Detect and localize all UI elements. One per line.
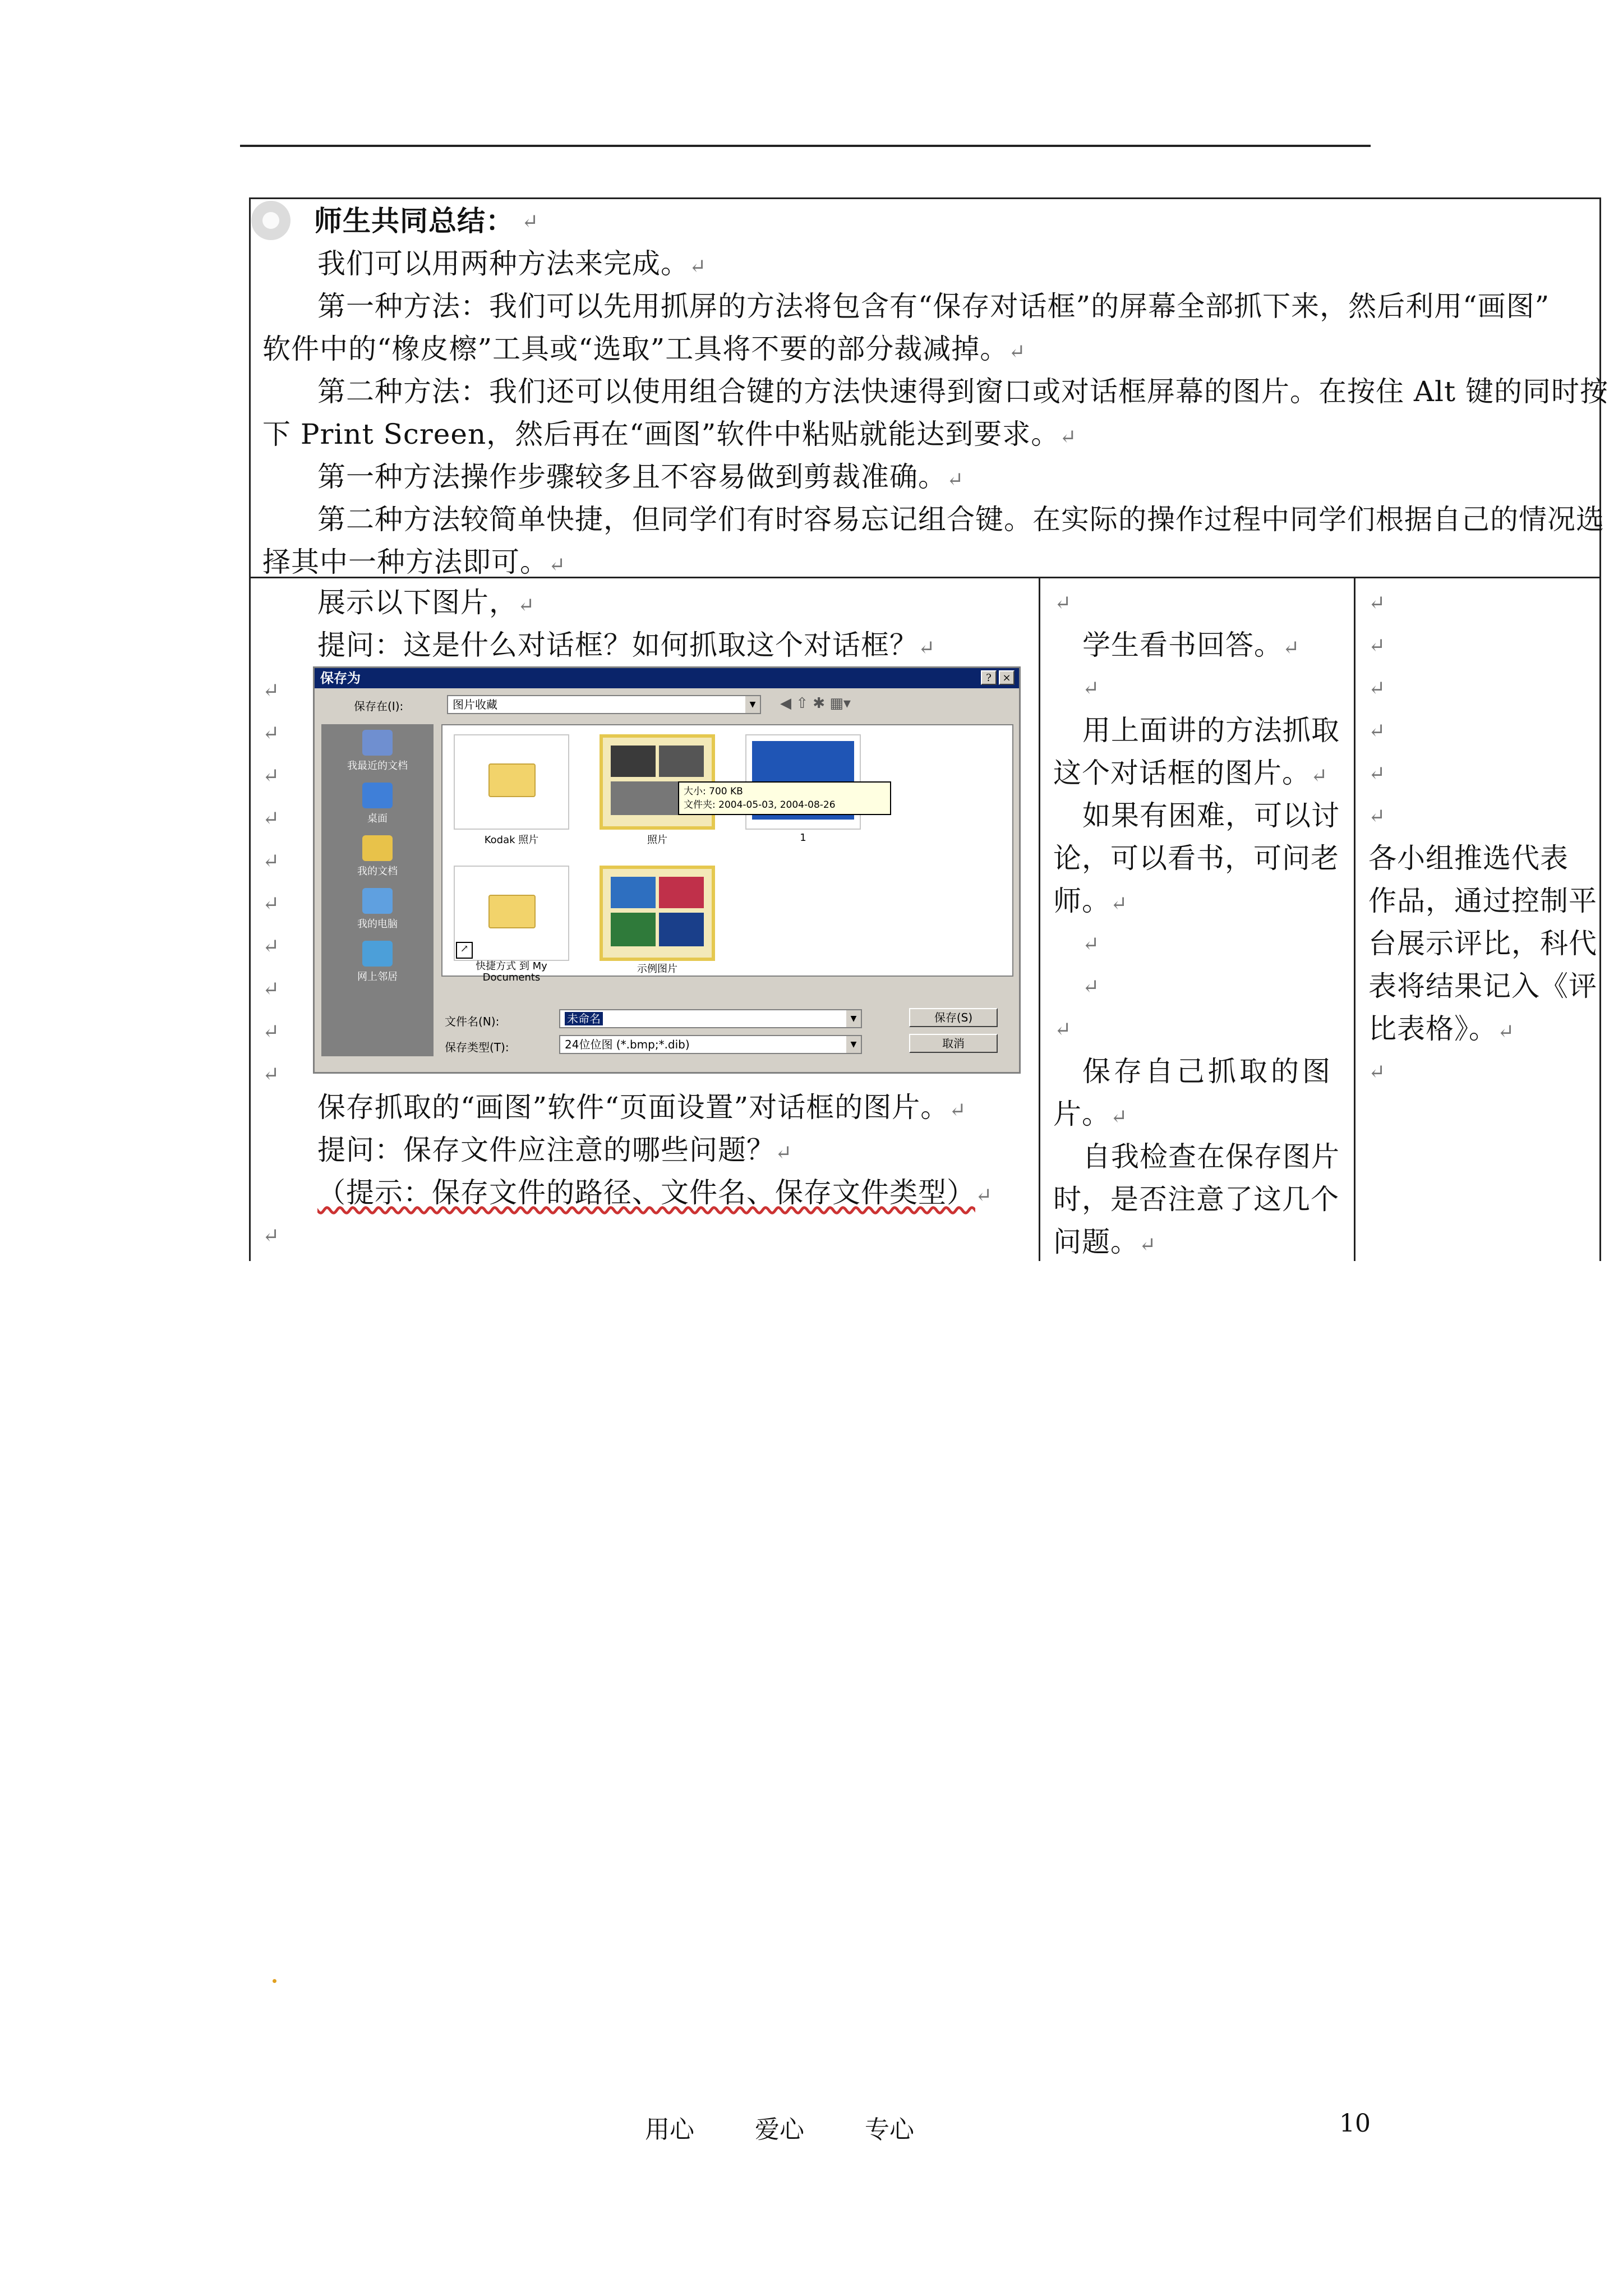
student-line-2: 用上面讲的方法抓取 [1082, 714, 1340, 747]
return-mark: ↵ [262, 679, 280, 702]
evaluation-line-5: 比表格》。↵ [1368, 1013, 1515, 1045]
item-thumb: ↗ [454, 866, 569, 961]
filename-value: 未命名 [565, 1012, 603, 1025]
return-mark: ↵ [262, 978, 280, 1001]
chevron-down-icon: ▼ [744, 696, 760, 713]
table-col-divider-1 [1039, 578, 1040, 1261]
file-list [441, 724, 1013, 983]
student-line-4: 如果有困难，可以讨 [1082, 799, 1340, 832]
summary-line-4: 第二种方法：我们还可以使用组合键的方法快速得到窗口或对话框屏幕的图片。在按住 Alt 键的同时按 [317, 375, 1608, 408]
return-mark: ↵ [262, 807, 280, 830]
tooltip-size: 大小: 700 KB [684, 786, 743, 797]
places-bar [321, 724, 434, 1056]
save-in-label: 保存在(I): [354, 700, 404, 713]
return-mark: ↵ [1368, 677, 1386, 700]
return-mark: ↵ [1368, 592, 1386, 615]
return-mark: ↵ [1082, 933, 1100, 956]
return-mark: ↵ [1368, 762, 1386, 785]
filename-label: 文件名(N): [445, 1015, 500, 1028]
return-mark: ↵ [262, 722, 280, 745]
item-label: 示例图片 [637, 963, 677, 975]
chevron-down-icon: ▼ [845, 1010, 861, 1027]
teacher-show: 展示以下图片，↵ [317, 586, 536, 619]
item-tooltip [678, 781, 891, 815]
teacher-question-1: 提问：这是什么对话框？如何抓取这个对话框？↵ [317, 629, 936, 661]
page-number: 10 [1339, 2109, 1371, 2138]
header-rule [240, 145, 1371, 147]
filetype-select [559, 1035, 862, 1054]
summary-line-2: 第一种方法：我们可以先用抓屏的方法将包含有“保存对话框”的屏幕全部抓下来，然后利用“画图” [317, 290, 1550, 323]
summary-line-6: 第一种方法操作步骤较多且不容易做到剪裁准确。↵ [317, 461, 965, 493]
dialog-save-button: 保存(S) [909, 1008, 998, 1027]
place-network: 网上邻居 [321, 941, 434, 983]
footer-motto-3: 专心 [865, 2115, 914, 2144]
item-thumb [454, 734, 569, 830]
teacher-question-2: 提问：保存文件应注意的哪些问题？↵ [317, 1134, 793, 1166]
return-mark: ↵ [1082, 976, 1100, 999]
item-label: 快捷方式 到 My Documents [476, 960, 547, 983]
student-line-11: 问题。↵ [1053, 1226, 1157, 1258]
item-label: 1 [800, 832, 806, 844]
student-line-9: 自我检查在保存图片 [1082, 1140, 1340, 1173]
logo-watermark-icon [251, 201, 291, 240]
item-label: Kodak 照片 [484, 834, 539, 846]
return-mark: ↵ [1368, 1061, 1386, 1084]
save-dialog-screenshot [313, 666, 1021, 1074]
summary-line-7: 第二种方法较简单快捷，但同学们有时容易忘记组合键。在实际的操作过程中同学们根据自己的情况选 [317, 503, 1604, 536]
table-right-border [1599, 197, 1601, 1261]
student-line-7: 保存自己抓取的图 [1082, 1055, 1334, 1088]
stray-mark [273, 1979, 276, 1983]
save-in-value: 图片收藏 [453, 698, 497, 711]
return-mark: ↵ [262, 1063, 280, 1086]
place-desktop: 桌面 [321, 783, 434, 825]
close-icon: × [999, 670, 1015, 685]
footer-motto-2: 爱心 [755, 2115, 804, 2144]
return-mark: ↵ [1368, 805, 1386, 828]
student-line-6: 师。↵ [1053, 885, 1128, 917]
student-line-3: 这个对话框的图片。↵ [1053, 757, 1329, 789]
evaluation-line-4: 表将结果记入《评 [1368, 970, 1597, 1002]
tooltip-folder: 文件夹: 2004-05-03, 2004-08-26 [684, 799, 836, 811]
evaluation-line-1: 各小组推选代表 [1368, 842, 1569, 875]
student-line-5: 论，可以看书，可问老 [1053, 842, 1339, 875]
table-col-divider-2 [1354, 578, 1355, 1261]
summary-line-3: 软件中的“橡皮檫”工具或“选取”工具将不要的部分裁减掉。↵ [262, 333, 1026, 365]
dialog-cancel-button: 取消 [909, 1034, 998, 1053]
student-line-1: 学生看书回答。↵ [1082, 629, 1301, 661]
return-mark: ↵ [1054, 592, 1072, 615]
return-mark: ↵ [1054, 1018, 1072, 1041]
dialog-toolbar-icons: ◀ ⇧ ✱ ▦▾ [780, 695, 851, 712]
return-mark: ↵ [1368, 634, 1386, 657]
return-mark: ↵ [262, 935, 280, 958]
chevron-down-icon: ▼ [845, 1036, 861, 1053]
return-mark: ↵ [1368, 720, 1386, 743]
return-mark: ↵ [262, 1225, 280, 1248]
table-left-border [249, 197, 251, 1261]
filename-field [559, 1009, 862, 1028]
place-computer: 我的电脑 [321, 888, 434, 931]
help-icon: ? [981, 670, 997, 685]
return-mark: ↵ [1082, 677, 1100, 700]
return-mark: ↵ [262, 1020, 280, 1043]
return-mark: ↵ [522, 210, 540, 233]
teacher-save-task: 保存抓取的“画图”软件“页面设置”对话框的图片。↵ [317, 1091, 967, 1124]
evaluation-line-2: 作品，通过控制平 [1368, 885, 1597, 917]
summary-line-1: 我们可以用两种方法来完成。↵ [317, 247, 707, 280]
student-line-8: 片。↵ [1053, 1098, 1128, 1130]
item-label: 照片 [647, 834, 667, 846]
return-mark: ↵ [262, 850, 280, 873]
dialog-title: 保存为 [315, 668, 1019, 688]
place-recent: 我最近的文档 [321, 730, 434, 772]
return-mark: ↵ [262, 892, 280, 915]
filetype-value: 24位位图 (*.bmp;*.dib) [565, 1038, 690, 1051]
place-documents: 我的文档 [321, 835, 434, 878]
summary-heading: 师生共同总结： [314, 204, 514, 237]
student-line-10: 时，是否注意了这几个 [1053, 1183, 1339, 1216]
save-in-combo [447, 695, 761, 714]
summary-line-5: 下 Print Screen，然后再在“画图”软件中粘贴就能达到要求。↵ [262, 418, 1077, 450]
filetype-label: 保存类型(T): [445, 1041, 509, 1054]
teacher-hint: （提示：保存文件的路径、文件名、保存文件类型）↵ [317, 1176, 993, 1209]
item-thumb [600, 866, 715, 961]
table-top-border [249, 197, 1601, 199]
summary-line-8: 择其中一种方法即可。↵ [262, 546, 566, 578]
footer-motto-1: 用心 [645, 2115, 694, 2144]
return-mark: ↵ [262, 765, 280, 788]
evaluation-line-3: 台展示评比，科代 [1368, 927, 1597, 960]
